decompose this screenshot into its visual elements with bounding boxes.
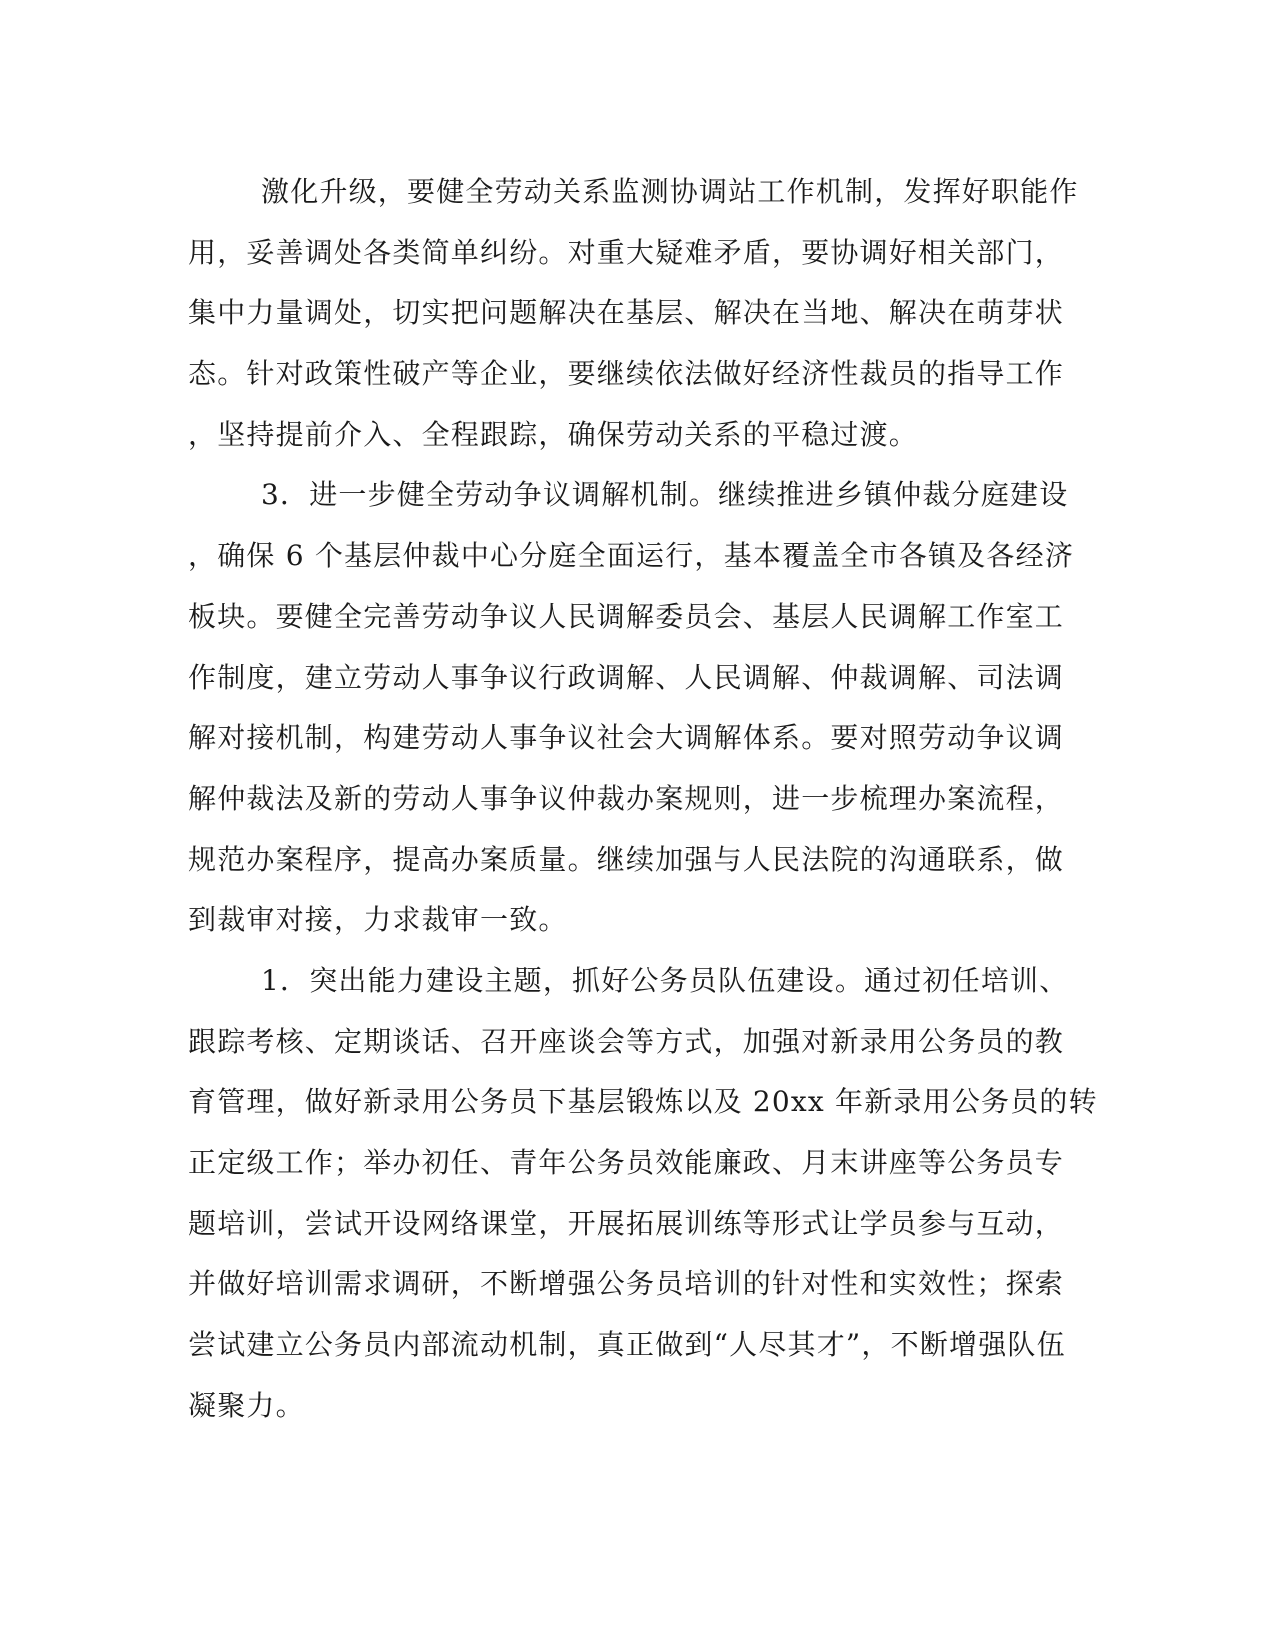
paragraph-item-1-civil-servant-team xyxy=(188,951,1098,1437)
paragraph-line: 凝聚力。 xyxy=(188,1388,305,1422)
paragraph-line: 3．进一步健全劳动争议调解机制。继续推进乡镇仲裁分庭建设 xyxy=(261,478,1069,512)
document-body xyxy=(188,162,1098,1436)
paragraph-line: 集中力量调处，切实把问题解决在基层、解决在当地、解决在萌芽状 xyxy=(188,296,1065,330)
paragraph-line: 解对接机制，构建劳动人事争议社会大调解体系。要对照劳动争议调 xyxy=(188,721,1065,755)
paragraph-line: 育管理，做好新录用公务员下基层锻炼以及 20xx 年新录用公务员的转 xyxy=(188,1085,1098,1119)
paragraph-line: 并做好培训需求调研，不断增强公务员培训的针对性和实效性；探索 xyxy=(188,1267,1065,1301)
paragraph-labor-relations-continued xyxy=(188,162,1088,465)
paragraph-line: 正定级工作；举办初任、青年公务员效能廉政、月末讲座等公务员专 xyxy=(188,1146,1065,1179)
paragraph-item-3-dispute-mediation xyxy=(188,465,1088,951)
paragraph-line: 到裁审对接，力求裁审一致。 xyxy=(188,903,568,937)
paragraph-line: ，确保 6 个基层仲裁中心分庭全面运行，基本覆盖全市各镇及各经济 xyxy=(188,539,1075,573)
paragraph-line: 用，妥善调处各类简单纠纷。对重大疑难矛盾，要协调好相关部门， xyxy=(188,235,1065,269)
paragraph-line: 跟踪考核、定期谈话、召开座谈会等方式，加强对新录用公务员的教 xyxy=(188,1024,1065,1058)
paragraph-line: 题培训，尝试开设网络课堂，开展拓展训练等形式让学员参与互动， xyxy=(188,1206,1065,1240)
paragraph-line: 作制度，建立劳动人事争议行政调解、人民调解、仲裁调解、司法调 xyxy=(188,660,1065,694)
paragraph-line: 态。针对政策性破产等企业，要继续依法做好经济性裁员的指导工作 xyxy=(188,357,1065,391)
paragraph-line: 尝试建立公务员内部流动机制，真正做到“人尽其才”，不断增强队伍 xyxy=(188,1328,1066,1362)
paragraph-line: 1．突出能力建设主题，抓好公务员队伍建设。通过初任培训、 xyxy=(261,963,1069,997)
paragraph-line: 解仲裁法及新的劳动人事争议仲裁办案规则，进一步梳理办案流程， xyxy=(188,781,1065,815)
paragraph-line: 规范办案程序，提高办案质量。继续加强与人民法院的沟通联系，做 xyxy=(188,842,1065,876)
paragraph-line: 激化升级，要健全劳动关系监测协调站工作机制，发挥好职能作 xyxy=(261,175,1079,208)
paragraph-line: ，坚持提前介入、全程跟踪，确保劳动关系的平稳过渡。 xyxy=(188,417,919,451)
paragraph-line: 板块。要健全完善劳动争议人民调解委员会、基层人民调解工作室工 xyxy=(188,599,1065,633)
